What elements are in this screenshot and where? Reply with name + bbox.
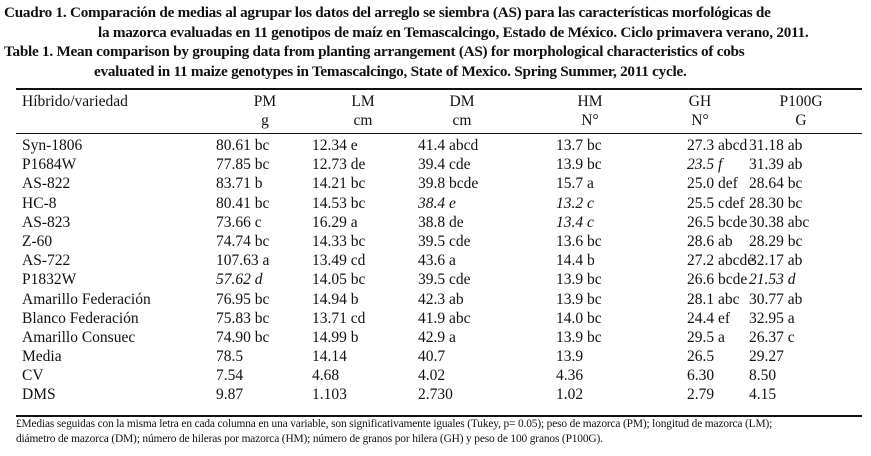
cell-p100g: 4.15	[749, 386, 777, 404]
cell-pm: 80.61 bc	[216, 137, 270, 154]
cell-lm: 14.05 bc	[312, 271, 366, 289]
cell-hm: 14.4 b	[556, 252, 595, 270]
cell-dm: 41.4 abcd	[418, 137, 479, 154]
cell-lm: 14.14	[312, 348, 347, 366]
cell-hm: 13.9 bc	[556, 156, 602, 174]
table-body	[16, 136, 862, 405]
cell-genotype: AS-722	[22, 252, 71, 270]
cell-lm: 13.71 cd	[312, 309, 366, 327]
cell-pm: 78.5	[216, 348, 244, 366]
cell-lm: 14.94 b	[312, 290, 359, 308]
cell-hm: 13.6 bc	[556, 232, 602, 250]
cell-genotype: Blanco Federación	[22, 309, 139, 327]
header-unit: G	[795, 112, 807, 129]
cell-gh: 26.5	[687, 348, 715, 366]
cell-pm: 75.83 bc	[216, 309, 270, 327]
cell-p100g: 28.64 bc	[749, 175, 803, 193]
table-row	[16, 213, 862, 232]
cell-lm: 14.99 b	[312, 328, 359, 346]
cell-dm: 4.02	[418, 367, 446, 385]
table-row	[16, 328, 862, 347]
table-row	[16, 309, 862, 328]
caption-spanish-line-2: la mazorca evaluadas en 11 genotipos de maíz en Temascalcingo, Estado de México. Ciclo primavera verano, 2011.	[98, 23, 809, 41]
cell-hm: 13.9 bc	[556, 290, 602, 308]
cell-p100g: 31.18 ab	[749, 137, 803, 154]
cell-p100g: 26.37 c	[749, 328, 795, 346]
cell-genotype: P1684W	[22, 156, 77, 174]
table-row	[16, 136, 862, 155]
cell-genotype: DMS	[22, 386, 56, 404]
cell-genotype: AS-823	[22, 213, 71, 231]
cell-p100g: 30.77 ab	[749, 290, 803, 308]
header-dm	[444, 92, 480, 130]
cell-pm: 73.66 c	[216, 213, 262, 231]
table-caption	[4, 3, 866, 81]
cell-hm: 15.7 a	[556, 175, 594, 193]
cell-gh: 6.30	[687, 367, 715, 385]
cell-gh: 23.5 f	[687, 156, 723, 174]
header-unit: cm	[452, 112, 472, 129]
cell-dm: 38.4 e	[418, 194, 456, 212]
cell-genotype: Media	[22, 348, 62, 366]
cell-lm: 1.103	[312, 386, 347, 404]
cell-lm: 12.73 de	[312, 156, 366, 174]
cell-gh: 26.5 bcde	[687, 213, 748, 231]
footnote-line-1: £Medias seguidas con la misma letra en cada columna en una variable, son significativamente iguales (Tukey, p= 0.05); peso de mazorca (PM); longitud de mazorca (LM);	[16, 418, 773, 430]
cell-hm: 4.36	[556, 367, 584, 385]
cell-lm: 4.68	[312, 367, 340, 385]
caption-spanish-line-1: Cuadro 1. Comparación de medias al agrupar los datos del arreglo se siembra (AS) para las características morfológicas de	[4, 4, 771, 21]
footnote-line-2: diámetro de mazorca (DM); número de hileras por mazorca (HM); número de granos por hilera (GH) y peso de 100 granos (P100G).	[16, 432, 603, 445]
header-unit: cm	[353, 112, 373, 129]
cell-genotype: Syn-1806	[22, 137, 83, 154]
header-label: P100G	[779, 93, 823, 110]
header-hybrid-variety	[22, 92, 128, 111]
cell-genotype: Z-60	[22, 232, 53, 250]
table-row	[16, 251, 862, 270]
cell-p100g: 28.30 bc	[749, 194, 803, 212]
cell-hm: 13.4 c	[556, 213, 594, 231]
cell-pm: 76.95 bc	[216, 290, 270, 308]
cell-hm: 1.02	[556, 386, 584, 404]
cell-lm: 14.21 bc	[312, 175, 366, 193]
cell-dm: 2.730	[418, 386, 453, 404]
cell-dm: 39.5 cde	[418, 271, 471, 289]
cell-hm: 13.9 bc	[556, 271, 602, 289]
cell-p100g: 31.39 ab	[749, 156, 803, 174]
cell-hm: 13.9 bc	[556, 328, 602, 346]
cell-gh: 29.5 a	[687, 328, 725, 346]
table-row	[16, 366, 862, 385]
cell-hm: 13.9	[556, 348, 584, 366]
data-table	[16, 92, 862, 404]
cell-gh: 25.5 cdef	[687, 194, 745, 212]
cell-p100g: 32.95 a	[749, 309, 795, 327]
cell-gh: 24.4 ef	[687, 309, 731, 327]
cell-genotype: AS-822	[22, 175, 71, 193]
cell-gh: 2.79	[687, 386, 715, 404]
cell-lm: 16.29 a	[312, 213, 358, 231]
cell-dm: 42.3 ab	[418, 290, 464, 308]
cell-dm: 40.7	[418, 348, 446, 366]
cell-pm: 9.87	[216, 386, 244, 404]
header-unit: N°	[691, 112, 709, 129]
header-label: PM	[253, 93, 277, 110]
cell-p100g: 32.17 ab	[749, 252, 803, 270]
cell-pm: 74.90 bc	[216, 328, 270, 346]
header-label: DM	[449, 93, 475, 110]
caption-english-line-1: Table 1. Mean comparison by grouping data from planting arrangement (AS) for morphological characteristics of cobs	[4, 43, 745, 60]
table-top-rule	[16, 88, 862, 90]
cell-pm: 7.54	[216, 367, 244, 385]
cell-dm: 38.8 de	[418, 213, 464, 231]
cell-pm: 107.63 a	[216, 252, 270, 270]
table-header-row	[16, 92, 862, 132]
cell-p100g: 21.53 d	[749, 271, 796, 289]
header-label: LM	[351, 93, 375, 110]
table-row	[16, 270, 862, 289]
table-footnote	[16, 417, 864, 446]
cell-lm: 13.49 cd	[312, 252, 366, 270]
cell-dm: 39.4 cde	[418, 156, 471, 174]
cell-p100g: 28.29 bc	[749, 232, 803, 250]
cell-genotype: CV	[22, 367, 44, 385]
header-hm	[572, 92, 608, 130]
cell-dm: 41.9 abc	[418, 309, 471, 327]
table-row	[16, 290, 862, 309]
cell-dm: 39.5 cde	[418, 232, 471, 250]
cell-hm: 13.2 c	[556, 194, 594, 212]
table-row	[16, 347, 862, 366]
header-unit: g	[261, 112, 269, 129]
cell-pm: 80.41 bc	[216, 194, 270, 212]
cell-genotype: P1832W	[22, 271, 77, 289]
cell-pm: 57.62 d	[216, 271, 263, 289]
cell-gh: 28.1 abc	[687, 290, 740, 308]
header-unit: N°	[581, 112, 599, 129]
cell-hm: 13.7 bc	[556, 137, 602, 154]
table-row	[16, 174, 862, 193]
cell-lm: 14.33 bc	[312, 232, 366, 250]
table-row	[16, 385, 862, 404]
cell-p100g: 30.38 abc	[749, 213, 810, 231]
header-p100g	[771, 92, 831, 130]
table-row	[16, 194, 862, 213]
header-gh	[682, 92, 718, 130]
header-lm	[345, 92, 381, 130]
cell-dm: 43.6 a	[418, 252, 456, 270]
cell-gh: 27.2 abcde	[687, 252, 755, 270]
cell-p100g: 29.27	[749, 348, 784, 366]
cell-gh: 27.3 abcd	[687, 137, 748, 154]
table-row	[16, 232, 862, 251]
cell-p100g: 8.50	[749, 367, 777, 385]
table-row	[16, 155, 862, 174]
cell-gh: 26.6 bcde	[687, 271, 748, 289]
cell-hm: 14.0 bc	[556, 309, 602, 327]
cell-pm: 77.85 bc	[216, 156, 270, 174]
cell-pm: 74.74 bc	[216, 232, 270, 250]
cell-genotype: HC-8	[22, 194, 57, 212]
header-pm	[242, 92, 288, 130]
header-label: GH	[688, 93, 712, 110]
caption-english-line-2: evaluated in 11 maize genotypes in Temascalcingo, State of Mexico. Spring Summer, 2011 cycle.	[94, 62, 687, 80]
header-label: Híbrido/variedad	[22, 93, 128, 110]
cell-gh: 28.6 ab	[687, 232, 733, 250]
cell-gh: 25.0 def	[687, 175, 738, 193]
header-label: HM	[577, 93, 603, 110]
cell-lm: 14.53 bc	[312, 194, 366, 212]
table-header-rule	[16, 133, 862, 134]
cell-lm: 12.34 e	[312, 137, 358, 154]
cell-dm: 39.8 bcde	[418, 175, 479, 193]
cell-genotype: Amarillo Federación	[22, 290, 151, 308]
cell-genotype: Amarillo Consuec	[22, 328, 136, 346]
cell-dm: 42.9 a	[418, 328, 456, 346]
cell-pm: 83.71 b	[216, 175, 263, 193]
